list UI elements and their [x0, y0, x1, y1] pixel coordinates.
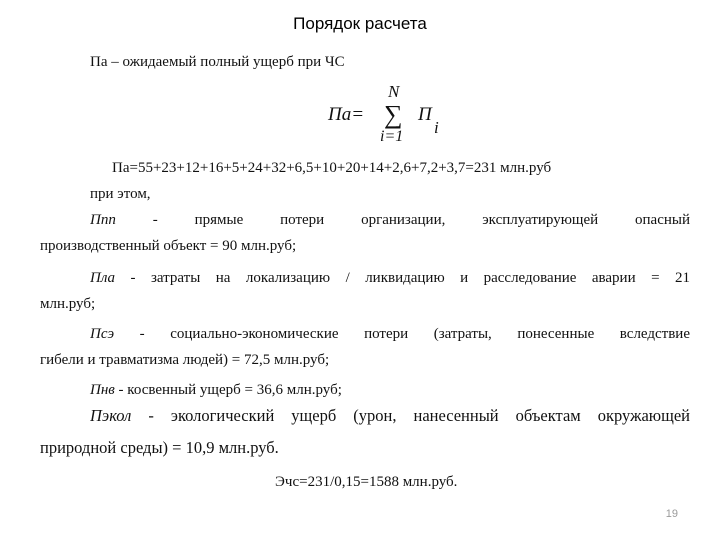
pnv-text: - косвенный ущерб = 36,6 млн.руб;	[114, 382, 342, 398]
pse-line-1	[90, 326, 690, 343]
pnv-line	[90, 382, 342, 399]
sum-formula	[328, 82, 458, 152]
pekol-line-2: природной среды) = 10,9 млн.руб.	[40, 438, 279, 457]
pla-abbr: Пла	[90, 270, 116, 286]
sum-calculation: Па=55+23+12+16+5+24+32+6,5+10+20+14+2,6+7,2+3,7=231 млн.руб	[112, 160, 552, 176]
pse-abbr: Псэ	[90, 326, 115, 342]
pekol-text-1: - экологический ущерб (урон, нанесенный объектам окружающей	[131, 406, 690, 425]
formula-lhs: Па=	[328, 104, 365, 125]
formula-upper-limit: N	[388, 82, 400, 101]
sigma-symbol: ∑	[384, 100, 403, 129]
ppp-text-1: - прямые потери организации, эксплуатирующей опасный	[115, 212, 690, 228]
formula-lower-limit: i=1	[380, 128, 404, 145]
slide-title: Порядок расчета	[293, 14, 427, 33]
ppp-abbr: Ппп	[90, 212, 116, 228]
ppp-line-1	[90, 212, 690, 229]
pnv-abbr: Пнв	[90, 382, 115, 398]
pekol-line-1	[90, 406, 690, 426]
result-calculation: Эчс=231/0,15=1588 млн.руб.	[275, 474, 458, 490]
pla-line-2: млн.руб;	[40, 296, 96, 312]
ppp-line-2: производственный объект = 90 млн.руб;	[40, 238, 297, 254]
formula-subscript: i	[434, 118, 439, 137]
pse-line-2: гибели и травматизма людей) = 72,5 млн.руб;	[40, 352, 330, 368]
pekol-abbr: Пэкол	[90, 406, 132, 425]
note-text: при этом,	[90, 186, 151, 202]
pse-text-1: - социально-экономические потери (затраты, понесенные вследствие	[114, 326, 690, 342]
intro-definition: Па – ожидаемый полный ущерб при ЧС	[90, 54, 345, 70]
page-number: 19	[665, 508, 678, 520]
pla-text-1: - затраты на локализацию / ликвидацию и расследование аварии = 21	[115, 270, 690, 286]
pla-line-1	[90, 270, 690, 287]
formula-term: П	[418, 104, 432, 125]
